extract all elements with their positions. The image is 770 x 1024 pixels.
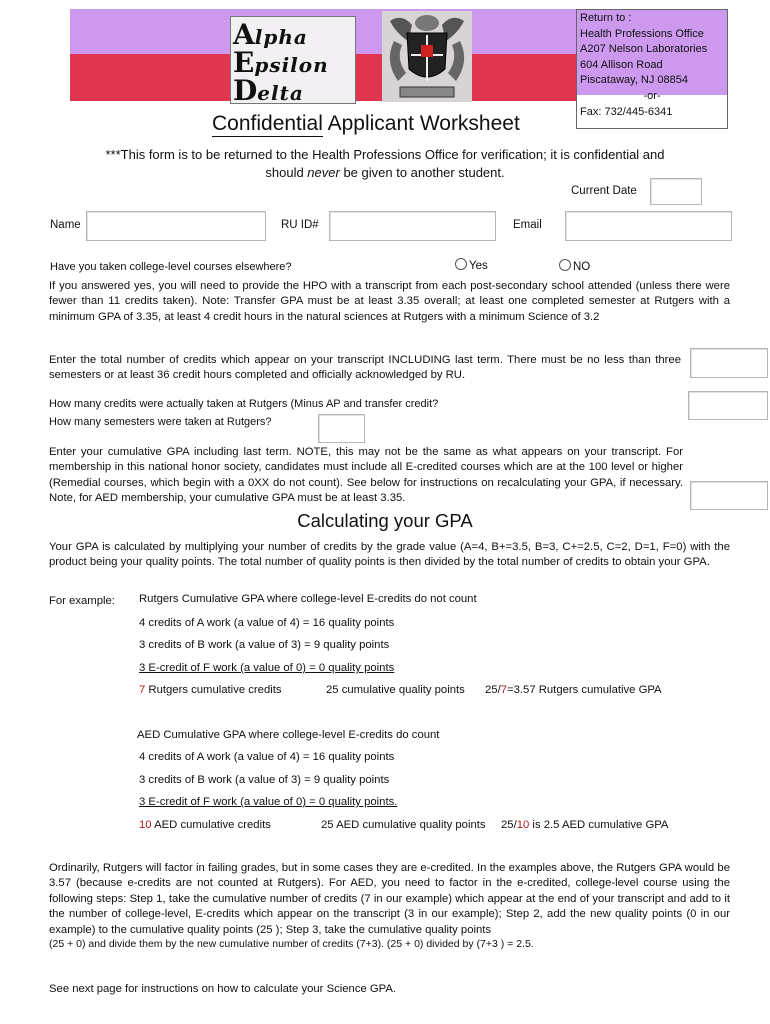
email-label: Email <box>513 219 542 231</box>
ordinarily-paragraph: Ordinarily, Rutgers will factor in failing grades, but in some cases they are e-credited. In the examples above, the Rutgers GPA would be 3.57 (because e-credits are not counted at Rutgers). For AED, you need to factor in the e-credited, college-level course using the following steps: Step 1, take the cumulative number of credits (7 in our example) which appear at the end of your transcript and add to it the number of college-level, E-credits which appear on the transcript (3 in our example); Step 2, add the new quality points (0 in our example) to the cumulative quality points (25 ); Step 3, take the cumulative quality points <box>49 862 730 936</box>
current-date-label: Current Date <box>571 185 637 197</box>
semesters-question: How many semesters were taken at Rutgers? <box>49 416 272 428</box>
rutgers-quality-points: 25 cumulative quality points <box>326 684 465 696</box>
rutgers-cumulative-credits <box>139 683 282 698</box>
elsewhere-no-option[interactable] <box>559 259 590 275</box>
confidential-notice-line-1: ***This form is to be returned to the Health Professions Office for verification; it is confidential and <box>105 147 665 162</box>
name-input[interactable] <box>86 211 266 241</box>
aed-example-title: AED Cumulative GPA where college-level E-credits do count <box>137 729 440 741</box>
yes-label: Yes <box>469 260 488 272</box>
ordinarily-paragraph-last-line: (25 + 0) and divide them by the new cumulative number of credits (7+3). (25 + 0) divided by (7+3 ) = 2.5. <box>49 938 534 950</box>
return-to-title: Return to : <box>580 12 632 24</box>
rutgers-line-a: 4 credits of A work (a value of 4) = 16 quality points <box>139 617 395 629</box>
aed-line-b: 3 credits of B work (a value of 3) = 9 quality points <box>139 774 390 786</box>
notice-line2-post: be given to another student. <box>339 165 505 180</box>
gpa-instructions: Enter your cumulative GPA including last term. NOTE, this may not be the same as what appears on your transcript. For membership in this national honor society, candidates must include all E-credited courses which are at the 100 level or higher (Remedial courses, which begin with a 0XX do not count). See below for instructions on recalculating your GPA, if necessary. Note, for AED membership, your cumulative GPA must be at least 3.35. <box>49 446 683 505</box>
logo-letter-a: A <box>233 18 255 51</box>
yes-radio-icon[interactable] <box>455 258 467 270</box>
notice-line2-pre: should <box>265 165 308 180</box>
aed-line-a: 4 credits of A work (a value of 4) = 16 quality points <box>139 751 395 763</box>
logo-word-epsilon: psilon <box>254 53 329 77</box>
ruid-label: RU ID# <box>281 219 319 231</box>
no-radio-icon[interactable] <box>559 259 571 271</box>
return-to-line-1: Health Professions Office <box>580 27 704 40</box>
rutgers-gpa-result <box>485 683 662 698</box>
rutgers-credits-input[interactable] <box>688 391 768 420</box>
aed-credits-number: 10 <box>139 819 152 831</box>
rutgers-credits-number: 7 <box>139 684 146 696</box>
logo-line-delta <box>233 74 304 107</box>
semesters-input[interactable] <box>318 414 365 443</box>
elsewhere-yes-option[interactable] <box>455 258 488 274</box>
rutgers-calc-num: 7 <box>500 684 508 696</box>
transcript-instructions: If you answered yes, you will need to provide the HPO with a transcript from each post-secondary school attended (unless there were fewer than 11 credits taken). Note: Transfer GPA must be at least 3.35 overall; at least one completed semester at Rutgers with a minimum GPA of 3.35, at least 4 credit hours in the natural sciences at Rutgers with a minimum Science of 3.2 <box>49 280 730 323</box>
page-title-confidential: Confidential <box>212 112 323 135</box>
return-to-box <box>576 9 728 129</box>
aed-gpa-result <box>501 818 668 833</box>
rutgers-credits-text: Rutgers cumulative credits <box>145 684 282 696</box>
aed-calc-num: 10 <box>516 819 530 831</box>
logo-word-alpha: lpha <box>254 25 308 49</box>
rutgers-example-title: Rutgers Cumulative GPA where college-level E-credits do not count <box>139 593 477 605</box>
return-to-line-3: 604 Allison Road <box>580 58 663 71</box>
notice-line2-never: never <box>307 165 340 180</box>
return-to-line-or: -or- <box>643 90 661 102</box>
page-title-worksheet: Applicant Worksheet <box>327 112 520 135</box>
current-date-input[interactable] <box>650 178 702 205</box>
total-credits-input[interactable] <box>690 348 768 378</box>
aed-line-f: 3 E-credit of F work (a value of 0) = 0 quality points. <box>139 796 398 808</box>
aed-cumulative-credits <box>139 818 271 833</box>
crest-emblem <box>382 11 472 102</box>
rutgers-line-f: 3 E-credit of F work (a value of 0) = 0 quality points <box>139 662 395 674</box>
aed-calc-pre: 25/ <box>501 819 517 831</box>
total-credits-instructions: Enter the total number of credits which appear on your transcript INCLUDING last term. There must be no less than three semesters or at least 36 credit hours completed and officially acknowledged by RU. <box>49 354 681 382</box>
return-to-line-4: Piscataway, NJ 08854 <box>580 74 689 87</box>
aed-quality-points: 25 AED cumulative quality points <box>321 819 486 831</box>
ruid-input[interactable] <box>329 211 496 241</box>
rutgers-credits-question: How many credits were actually taken at Rutgers (Minus AP and transfer credit? <box>49 398 439 410</box>
aed-calc-post: is 2.5 AED cumulative GPA <box>529 819 669 831</box>
logo-letter-e: E <box>233 46 255 79</box>
for-example-label: For example: <box>49 595 115 607</box>
no-label: NO <box>573 261 591 273</box>
calculating-gpa-heading: Calculating your GPA <box>297 510 473 531</box>
logo-word-delta: elta <box>257 81 304 105</box>
return-to-line-2: A207 Nelson Laboratories <box>580 43 708 56</box>
page-title <box>212 110 520 138</box>
cumulative-gpa-input[interactable] <box>690 481 768 510</box>
science-gpa-note: See next page for instructions on how to calculate your Science GPA. <box>49 983 397 995</box>
rutgers-calc-pre: 25/ <box>485 684 501 696</box>
name-label: Name <box>50 219 81 231</box>
logo-letter-d: D <box>233 74 258 107</box>
aed-credits-text: AED cumulative credits <box>151 819 271 831</box>
elsewhere-question: Have you taken college-level courses elsewhere? <box>50 261 292 273</box>
return-to-fax: Fax: 732/445-6341 <box>580 105 673 118</box>
rutgers-line-b: 3 credits of B work (a value of 3) = 9 quality points <box>139 639 390 651</box>
rutgers-calc-post: =3.57 Rutgers cumulative GPA <box>507 684 662 696</box>
email-input[interactable] <box>565 211 732 241</box>
gpa-calculation-intro: Your GPA is calculated by multiplying your number of credits by the grade value (A=4, B+=3.5, B=3, C+=2.5, C=2, D=1, F=0) with the product being your quality points. The total number of quality points is then divided by the total number of credits to obtain your GPA. <box>49 541 730 569</box>
